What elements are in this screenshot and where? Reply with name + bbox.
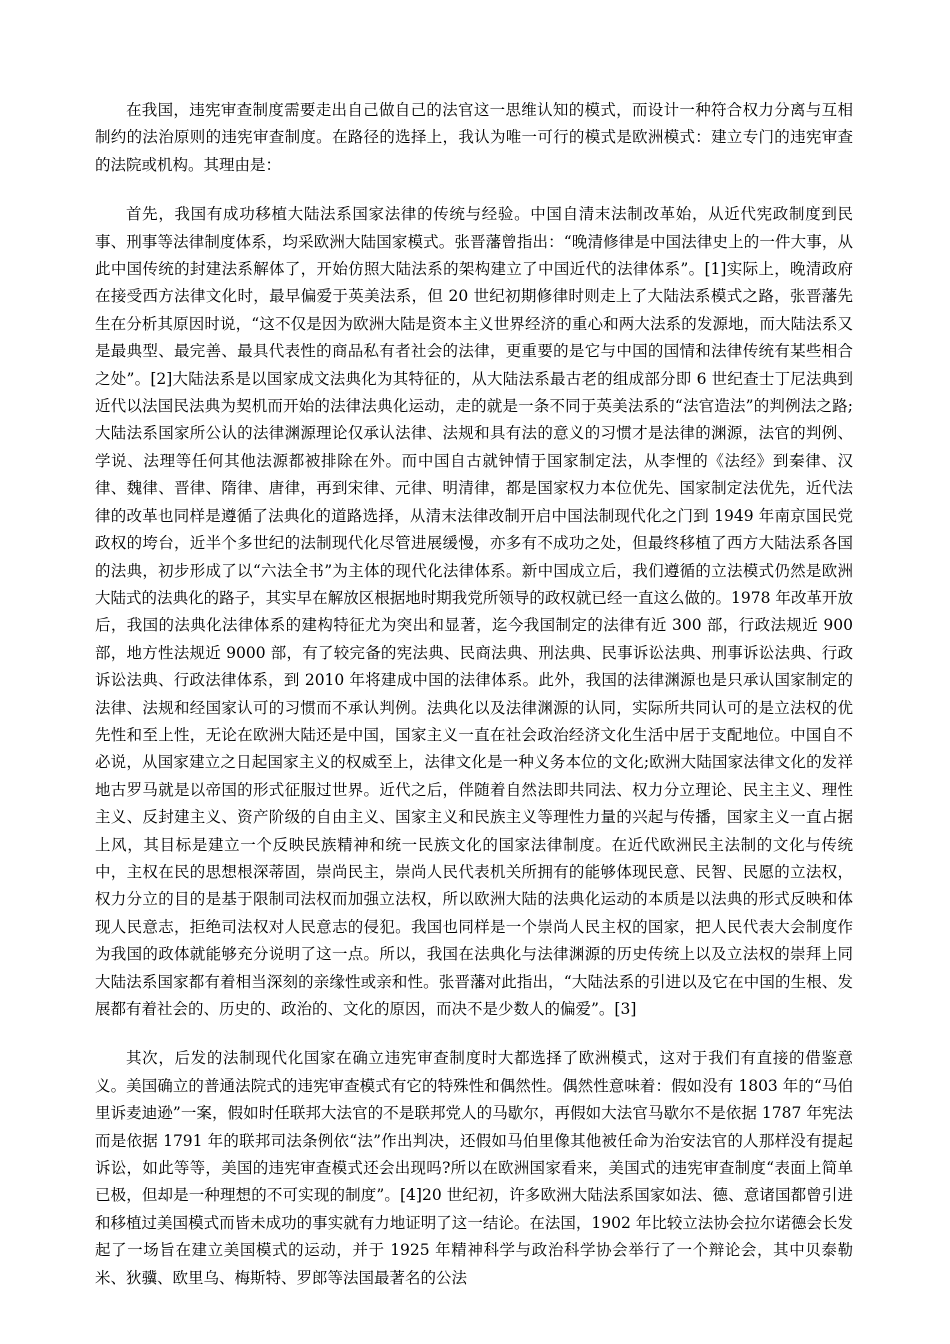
paragraph-first-reason: 首先，我国有成功移植大陆法系国家法律的传统与经验。中国自清末法制改革始，从近代宪政制度到民事、刑事等法律制度体系，均采欧洲大陆国家模式。张晋藩曾指出：“晚清修律是中国法律史上的一件大事，从此中国传统的封建法系解体了，开始仿照大陆法系的架构建立了中国近代的法律体系”。[1]实际上，晚清政府在接受西方法律文化时，最早偏爱于英美法系，但 20 世纪初期修律时则走上了大陆法系模式之路，张晋藩先生在分析其原因时说，“这不仅是因为欧洲大陆是资本主义世界经济的重心和两大法系的发源地，而大陆法系又是最典型、最完善、最具代表性的商品私有者社会的法律，更重要的是它与中国的国情和法律传统有某些相合之处”。[2]大陆法系是以国家成文法典化为其特征的，从大陆法系最古老的组成部分即 6 世纪查士丁尼法典到近代以法国民法典为契机而开始的法律法典化运动，走的就是一条不同于英美法系的“法官造法”的判例法之路;大陆法系国家所公认的法律渊源理论仅承认法律、法规和具有法的意义的习惯才是法律的渊源，法官的判例、学说、法理等任何其他法源都被排除在外。而中国自古就钟情于国家制定法，从李悝的《法经》到秦律、汉律、魏律、晋律、隋律、唐律，再到宋律、元律、明清律，都是国家权力本位优先、国家制定法优先，近代法律的改革也同样是遵循了法典化的道路选择，从清末法律改制开启中国法制现代化之门到 1949 年南京国民党政权的垮台，近半个多世纪的法制现代化尽管进展缓慢，亦多有不成功之处，但最终移植了西方大陆法系各国的法典，初步形成了以“六法全书”为主体的现代化法律体系。新中国成立后，我们遵循的立法模式仍然是欧洲大陆式的法典化的路子，其实早在解放区根据地时期我党所领导的政权就已经一直这么做的。1978 年改革开放后，我国的法典化法律体系的建构特征尤为突出和显著，迄今我国制定的法律有近 300 部，行政法规近 900 部，地方性法规近 9000 部，有了较完备的宪法典、民商法典、刑法典、民事诉讼法典、刑事诉讼法典、行政诉讼法典、行政法律体系，到 2010 年将建成中国的法律体系。此外，我国的法律渊源也是只承认国家制定的法律、法规和经国家认可的习惯而不承认判例。法典化以及法律渊源的认同，实际所共同认可的是立法权的优先性和至上性，无论在欧洲大陆还是中国，国家主义一直在社会政治经济文化生活中居于支配地位。中国自不必说，从国家建立之日起国家主义的权威至上，法律文化是一种义务本位的文化;欧洲大陆国家法律文化的发祥地古罗马就是以帝国的形式征服过世界。近代之后，伴随着自然法即共同法、权力分立理论、民主主义、理性主义、反封建主义、资产阶级的自由主义、国家主义和民族主义等理性力量的兴起与传播，国家主义一直占据上风，其目标是建立一个反映民族精神和统一民族文化的国家法律制度。在近代欧洲民主法制的文化与传统中，主权在民的思想根深蒂固，崇尚民主，崇尚人民代表机关所拥有的能够体现民意、民智、民愿的立法权，权力分立的目的是基于限制司法权而加强立法权，所以欧洲大陆的法典化运动的本质是以法典的形式反映和体现人民意志，拒绝司法权对人民意志的侵犯。我国也同样是一个崇尚人民主权的国家，把人民代表大会制度作为我国的政体就能够充分说明了这一点。所以，我国在法典化与法律渊源的历史传统上以及立法权的崇拜上同大陆法系国家都有着相当深刻的亲缘性或亲和性。张晋藩对此指出，“大陆法系的引进以及它在中国的生根、发展都有着社会的、历史的、政治的、文化的原因，而决不是少数人的偏爱”。[3] [95,205,853,1018]
paragraph-intro: 在我国，违宪审查制度需要走出自己做自己的法官这一思维认知的模式，而设计一种符合权力分离与互相制约的法治原则的违宪审查制度。在路径的选择上，我认为唯一可行的模式是欧洲模式：建立专门的违宪审查的法院或机构。其理由是： [95,101,853,174]
document-body [95,97,853,1314]
paragraph-second-reason: 其次，后发的法制现代化国家在确立违宪审查制度时大都选择了欧洲模式，这对于我们有直接的借鉴意义。美国确立的普通法院式的违宪审查模式有它的特殊性和偶然性。偶然性意味着：假如没有 1803 年的“马伯里诉麦迪逊”一案，假如时任联邦大法官的不是联邦党人的马歇尔，再假如大法官马歇尔不是依据 1787 年宪法而是依据 1791 年的联邦司法条例依“法”作出判决，还假如马伯里像其他被任命为治安法官的人那样没有提起诉讼，如此等等，美国的违宪审查模式还会出现吗?所以在欧洲国家看来，美国式的违宪审查制度“表面上简单已极，但却是一种理想的不可实现的制度”。[4]20 世纪初，许多欧洲大陆法系国家如法、德、意诸国都曾引进和移植过美国模式而皆未成功的事实就有力地证明了这一结论。在法国，1902 年比较立法协会拉尔诺德会长发起了一场旨在建立美国模式的运动，并于 1925 年精神科学与政治科学协会举行了一个辩论会，其中贝泰勒米、狄骥、欧里乌、梅斯特、罗郎等法国最著名的公法 [95,1049,853,1287]
